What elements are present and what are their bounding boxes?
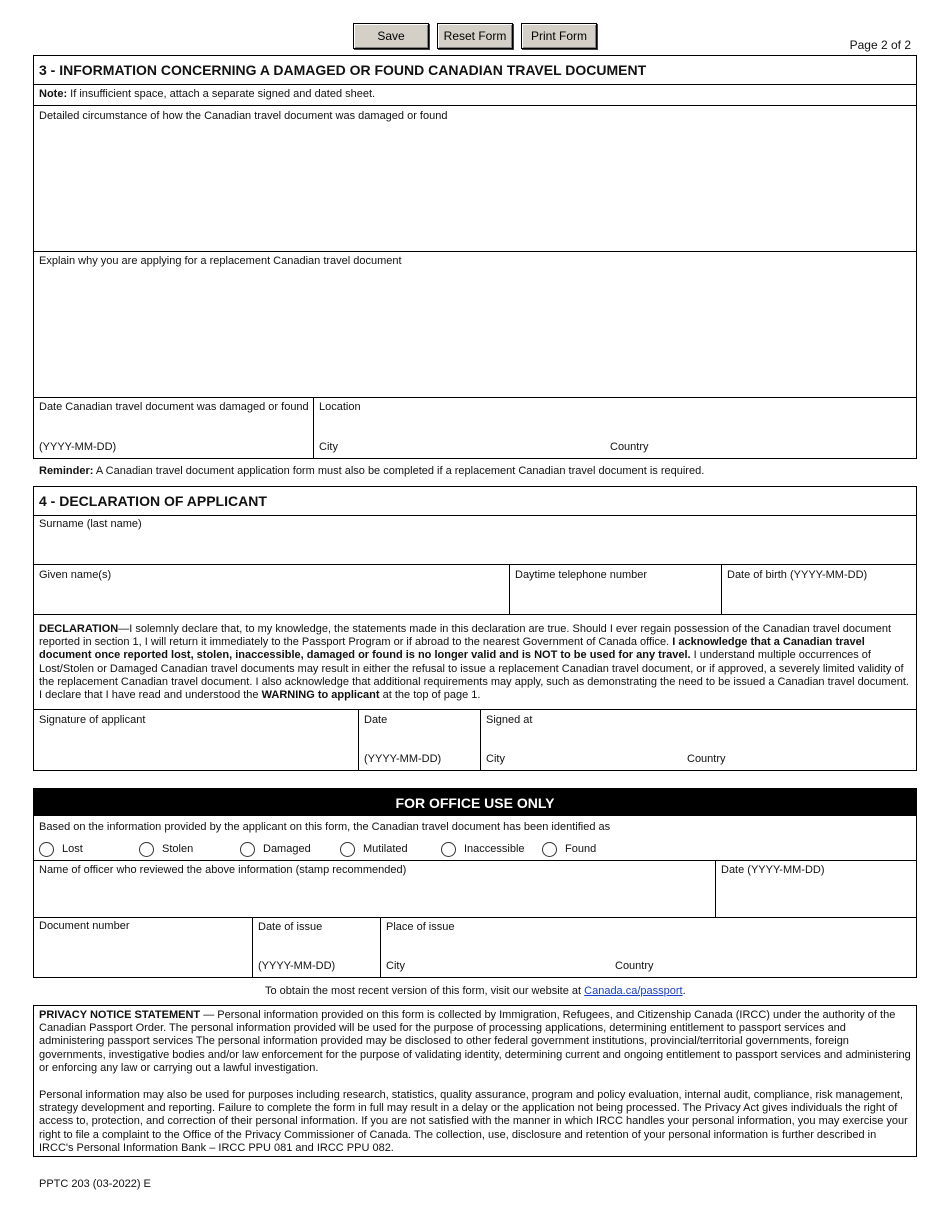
document-number-field[interactable] [34,935,251,977]
radio-lost-label: Lost [62,843,83,855]
radio-mutilated-label: Mutilated [363,843,408,855]
sign-date-label: Date [364,714,388,726]
section-3-title: 3 - INFORMATION CONCERNING A DAMAGED OR FOUND CANADIAN TRAVEL DOCUMENT [39,62,647,78]
office-use-section [33,788,917,978]
radio-inaccessible-label: Inaccessible [464,843,525,855]
note-label: Note: [39,88,68,100]
signed-at-country-label: Country [687,753,726,765]
place-city-field[interactable] [381,935,609,957]
signed-at-label: Signed at [486,714,533,726]
circumstance-label: Detailed circumstance of how the Canadian travel document was damaged or found [39,110,448,122]
privacy-notice [33,1005,917,1157]
declaration-part-2: I understand multiple occurrences of Lost/Stolen or Damaged Canadian travel documents may result in either the refusal to issue a replacement Canadian travel document, or if approved, a severely limited validity of the replacement Canadian travel document. I also acknowledge that additional requirements may apply, such as demonstrating the need to be issued a Canadian travel document. I declare that I have read and understood the [39,649,909,702]
signature-field[interactable] [34,729,357,771]
print-form-button[interactable]: Print Form [521,23,597,49]
date-damaged-label: Date Canadian travel document was damaged or found [39,401,309,413]
note [39,88,375,101]
sign-date-format: (YYYY-MM-DD) [364,753,442,765]
issue-date-label: Date of issue [258,921,323,933]
website-notice [265,985,686,998]
circumstance-field[interactable] [34,124,916,250]
place-city-label: City [386,960,405,972]
save-button[interactable]: Save [353,23,429,49]
section-4-title: 4 - DECLARATION OF APPLICANT [39,493,267,509]
location-country-label: Country [610,441,649,453]
reminder-text: A Canadian travel document application form must also be completed if a replacement Canadian travel document is required. [93,465,705,477]
place-country-label: Country [615,960,654,972]
date-damaged-format: (YYYY-MM-DD) [39,441,117,453]
privacy-text-1: — Personal information provided on this form is collected by Immigration, Refugees, and Citizenship Canada (IRCC) under the authority of the Canadian Passport Order. The personal information provided will be used for the purpose of processing applications, determining entitlement to passport services and administering passport services The personal information provided may be disclosed to other federal government institutions, provincial/territorial governments, foreign governments, investigative bodies and/or law enforcement for the purpose of validating identity, determining current and ongoing entitlement to passport services and administering or enforcing any law or carrying out a lawful investigation. [39,1009,911,1074]
radio-lost[interactable] [39,842,54,857]
reminder [39,465,704,478]
office-date-field[interactable] [716,879,916,916]
canada-passport-link[interactable]: Canada.ca/passport [584,985,683,997]
telephone-field[interactable] [510,583,720,613]
place-country-field[interactable] [612,935,916,957]
form-id: PPTC 203 (03-2022) E [39,1178,151,1190]
telephone-label: Daytime telephone number [515,569,648,581]
radio-found[interactable] [542,842,557,857]
declaration-bold-3: WARNING to applicant [261,689,380,702]
sign-date-field[interactable] [359,729,479,751]
radio-inaccessible[interactable] [441,842,456,857]
section-3 [33,55,917,459]
declaration-part-3: at the top of page 1. [379,689,481,702]
declaration-bold-1: DECLARATION [39,623,119,635]
date-damaged-field[interactable] [34,416,312,438]
surname-field[interactable] [34,533,916,563]
location-city-label: City [319,441,338,453]
declaration-text [39,623,911,702]
place-of-issue-label: Place of issue [386,921,455,933]
issue-date-field[interactable] [253,935,379,957]
radio-stolen[interactable] [139,842,154,857]
privacy-title: PRIVACY NOTICE STATEMENT [39,1009,201,1021]
signed-at-city-field[interactable] [481,729,681,751]
note-text: If insufficient space, attach a separate signed and dated sheet. [67,88,376,100]
document-number-label: Document number [39,920,130,932]
dob-field[interactable] [722,583,916,613]
website-end: . [682,985,686,997]
radio-damaged[interactable] [240,842,255,857]
radio-found-label: Found [565,843,597,855]
location-city-field[interactable] [314,416,604,438]
radio-stolen-label: Stolen [162,843,194,855]
dob-label: Date of birth (YYYY-MM-DD) [727,569,868,581]
explain-field[interactable] [34,270,916,396]
radio-mutilated[interactable] [340,842,355,857]
office-date-label: Date (YYYY-MM-DD) [721,864,825,876]
signed-at-country-field[interactable] [684,729,916,751]
reminder-label: Reminder: [39,465,94,477]
given-names-field[interactable] [34,583,508,613]
location-country-field[interactable] [606,416,916,438]
surname-label: Surname (last name) [39,518,142,530]
office-based-text: Based on the information provided by the applicant on this form, the Canadian travel document has been identified as [39,821,611,833]
office-use-title: FOR OFFICE USE ONLY [34,789,916,816]
given-names-label: Given name(s) [39,569,112,581]
website-text: To obtain the most recent version of this form, visit our website at [265,985,585,997]
declaration-part-1: —I solemnly declare that, to my knowledge, the statements made in this declaration are true. Should I ever regain possession of the Canadian travel document reported in section 1, I will return it immediately to the Passport Program or if abroad to the nearest Government of Canada office. [39,623,892,649]
issue-date-format: (YYYY-MM-DD) [258,960,336,972]
privacy-paragraph-2: Personal information may also be used for purposes including research, statistics, quality assurance, program and policy evaluation, internal audit, compliance, risk management, strategy development and reporting. Failure to complete the form in full may result in a delay or the application not being processed. The Privacy Act gives individuals the right of access to, protection, and correction of their personal information. If you are not satisfied with the manner in which IRCC handles your personal information, you may exercise your right to file a complaint to the Office of the Privacy Commissioner of Canada. The collection, use, disclosure and retention of your personal information is further described in IRCC's Personal Information Bank – IRCC PPU 081 and IRCC PPU 082. [39,1089,908,1154]
location-label: Location [319,401,361,413]
explain-label: Explain why you are applying for a replacement Canadian travel document [39,255,402,267]
page-number: Page 2 of 2 [849,38,911,52]
declaration-bold-2: I acknowledge that a Canadian travel document once reported lost, stolen, inaccessible, damaged or found is no longer valid and is NOT to be used for any travel. [39,636,865,662]
radio-damaged-label: Damaged [263,843,311,855]
section-4 [33,486,917,771]
signature-label: Signature of applicant [39,714,146,726]
officer-name-field[interactable] [34,879,714,916]
signed-at-city-label: City [486,753,505,765]
reset-form-button[interactable]: Reset Form [437,23,513,49]
privacy-paragraph-1 [39,1009,911,1075]
officer-name-label: Name of officer who reviewed the above information (stamp recommended) [39,864,407,876]
